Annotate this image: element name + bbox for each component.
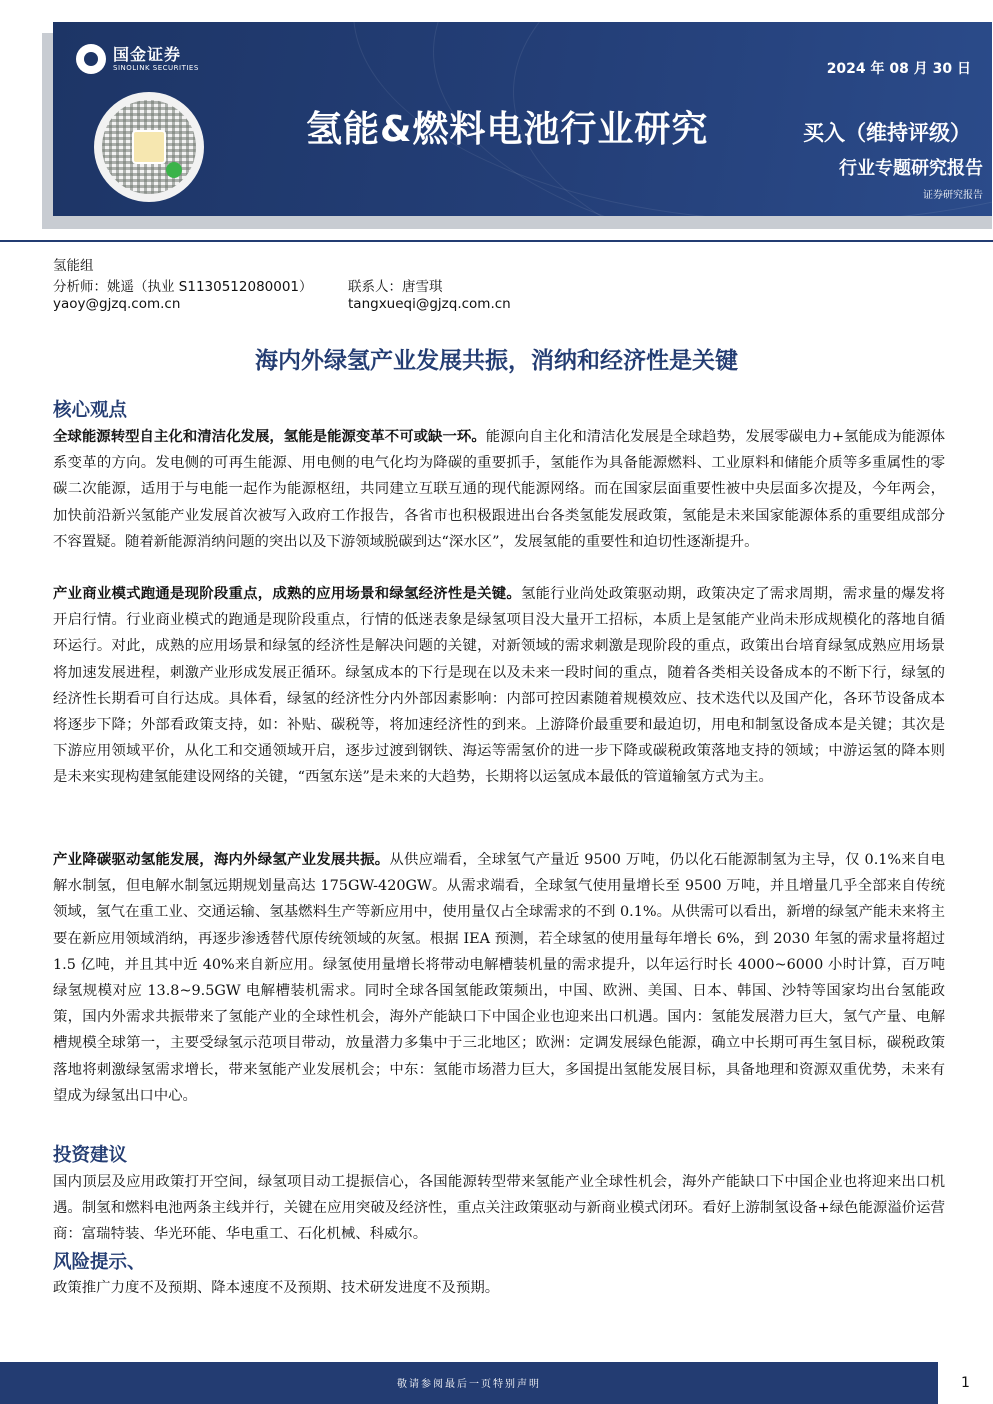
core-p3-text: 从供应端看，全球氢气产量近 9500 万吨，仍以化石能源制氢为主导，仅 0.1%来自电解水制氢，但电解水制氢远期规划量高达 175GW-420GW。从需求端看，全球氢气使用量增长至 9500 万吨，并且增量几乎全部来自传统领域，氢气在重工业、交通运输、氢基燃料生产等新应用中，使用量仅占全球需求的不到 0.1%。从供需可以看出，新增的绿氢产能未来将主要在新应用领域消纳，再逐步渗透替代原传统领域的灰氢。根据 IEA 预测，若全球氢的使用量每年增长 6%，到 2030 年氢的需求量将超过 1.5 亿吨，并且其中近 40%来自新应用。绿氢使用量增长将带动电解槽装机量的需求提升，以年运行时长 4000~6000 小时计算，百万吨绿氢规模对应 13.8~9.5GW 电解槽装机需求。同时全球各国氢能政策频出，中国、欧洲、美国、日本、韩国、沙特等国家均出台氢能政策，国内外需求共振带来了氢能产业的全球性机会，海外产能缺口下中国企业也迎来出口机遇。国内：氢能发展潜力巨大，氢气产量、电解槽规模全球第一，主要受绿氢示范项目带动，放量潜力多集中于三北地区；欧洲：定调发展绿色能源，确立中长期可再生氢目标，碳税政策落地将刺激绿氢需求增长，带来氢能产业发展机会；中东：氢能市场潜力巨大，多国提出氢能发展目标，具备地理和资源双重优势，未来有望成为绿氢出口中心。 — [53, 852, 945, 1104]
section-heading-risk: 风险提示、 — [53, 1252, 146, 1273]
analyst-email[interactable]: yaoy@gjzq.com.cn — [53, 296, 181, 312]
contact-name: 联系人：唐雪琪 — [348, 279, 443, 295]
footer-bar — [0, 1362, 938, 1404]
analyst-group: 氢能组 — [53, 258, 94, 274]
section-heading-invest: 投资建议 — [53, 1145, 128, 1166]
report-date: 2024 年 08 月 30 日 — [826, 61, 971, 77]
logo-mark-icon — [76, 44, 106, 74]
analyst-name: 分析师：姚遥（执业 S1130512080001） — [53, 279, 313, 295]
core-p3-lead: 产业降碳驱动氢能发展，海内外绿氢产业发展共振。 — [53, 852, 390, 868]
contact-email[interactable]: tangxueqi@gjzq.com.cn — [348, 296, 511, 312]
header-divider — [0, 240, 993, 242]
report-sub-label: 证券研究报告 — [923, 190, 983, 201]
core-p1-lead: 全球能源转型自主化和清洁化发展，氢能是能源变革不可或缺一环。 — [53, 429, 486, 445]
page-number: 1 — [961, 1375, 970, 1391]
qr-code-icon — [94, 92, 204, 202]
rating: 买入（维持评级） — [803, 121, 971, 145]
core-p2-lead: 产业商业模式跑通是现阶段重点，成熟的应用场景和绿氢经济性是关键。 — [53, 586, 522, 602]
core-p1-text: 能源向自主化和清洁化发展是全球趋势，发展零碳电力+氢能成为能源体系变革的方向。发电侧的可再生能源、用电侧的电气化均为降碳的重要抓手，氢能作为具备能源燃料、工业原料和储能介质等多重属性的零碳二次能源，适用于与电能一起作为能源枢纽，共同建立互联互通的现代能源网络。而在国家层面重要性被中央层面多次提及，今年两会，加快前沿新兴氢能产业发展首次被写入政府工作报告，各省市也积极跟进出台各类氢能发展政策，氢能是未来国家能源体系的重要组成部分不容置疑。随着新能源消纳问题的突出以及下游领域脱碳到达“深水区”，发展氢能的重要性和迫切性逐渐提升。 — [53, 429, 945, 550]
core-paragraph-1 — [53, 424, 945, 555]
logo-cn: 国金证券 — [113, 44, 182, 64]
core-paragraph-2 — [53, 581, 945, 791]
footer-disclaimer[interactable]: 敬请参阅最后一页特别声明 — [397, 1379, 541, 1390]
risk-paragraph: 政策推广力度不及预期、降本速度不及预期、技术研发进度不及预期。 — [53, 1280, 500, 1296]
section-heading-core: 核心观点 — [53, 400, 128, 421]
core-p2-text: 氢能行业尚处政策驱动期，政策决定了需求周期，需求量的爆发将开启行情。行业商业模式的跑通是现阶段重点，行情的低迷表象是绿氢项目没大量开工招标，本质上是氢能产业尚未形成规模化的落地自循环运行。对此，成熟的应用场景和绿氢的经济性是解决问题的关键，对新领域的需求刺激是现阶段的重点，政策出台培育绿氢成熟应用场景将加速发展进程，刺激产业形成发展正循环。绿氢成本的下行是现在以及未来一段时间的重点，随着各类相关设备成本的不断下行，绿氢的经济性长期看可自行达成。具体看，绿氢的经济性分内外部因素影响：内部可控因素随着规模效应、技术迭代以及国产化，各环节设备成本将逐步下降；外部看政策支持，如：补贴、碳税等，将加速经济性的到来。上游降价最重要和最迫切，用电和制氢设备成本是关键；其次是下游应用领域平价，从化工和交通领域开启，逐步过渡到钢铁、海运等需氢价的进一步下降或碳税政策落地支持的领域；中游运氢的降本则是未来实现构建氢能建设网络的关键，“西氢东送”是未来的大趋势，长期将以运氢成本最低的管道输氢方式为主。 — [53, 586, 945, 786]
logo-en: SINOLINK SECURITIES — [113, 63, 199, 72]
industry-title: 氢能&燃料电池行业研究 — [306, 109, 709, 150]
report-type: 行业专题研究报告 — [839, 158, 983, 179]
company-logo — [76, 44, 199, 74]
core-paragraph-3 — [53, 847, 945, 1109]
invest-paragraph: 国内顶层及应用政策打开空间，绿氢项目动工提振信心，各国能源转型带来氢能产业全球性机会，海外产能缺口下中国企业也将迎来出口机遇。制氢和燃料电池两条主线并行，关键在应用突破及经济性，重点关注政策驱动与新商业模式闭环。看好上游制氢设备+绿色能源溢价运营商：富瑞特装、华光环能、华电重工、石化机械、科威尔。 — [53, 1174, 945, 1243]
report-title: 海内外绿氢产业发展共振，消纳和经济性是关键 — [255, 348, 738, 374]
